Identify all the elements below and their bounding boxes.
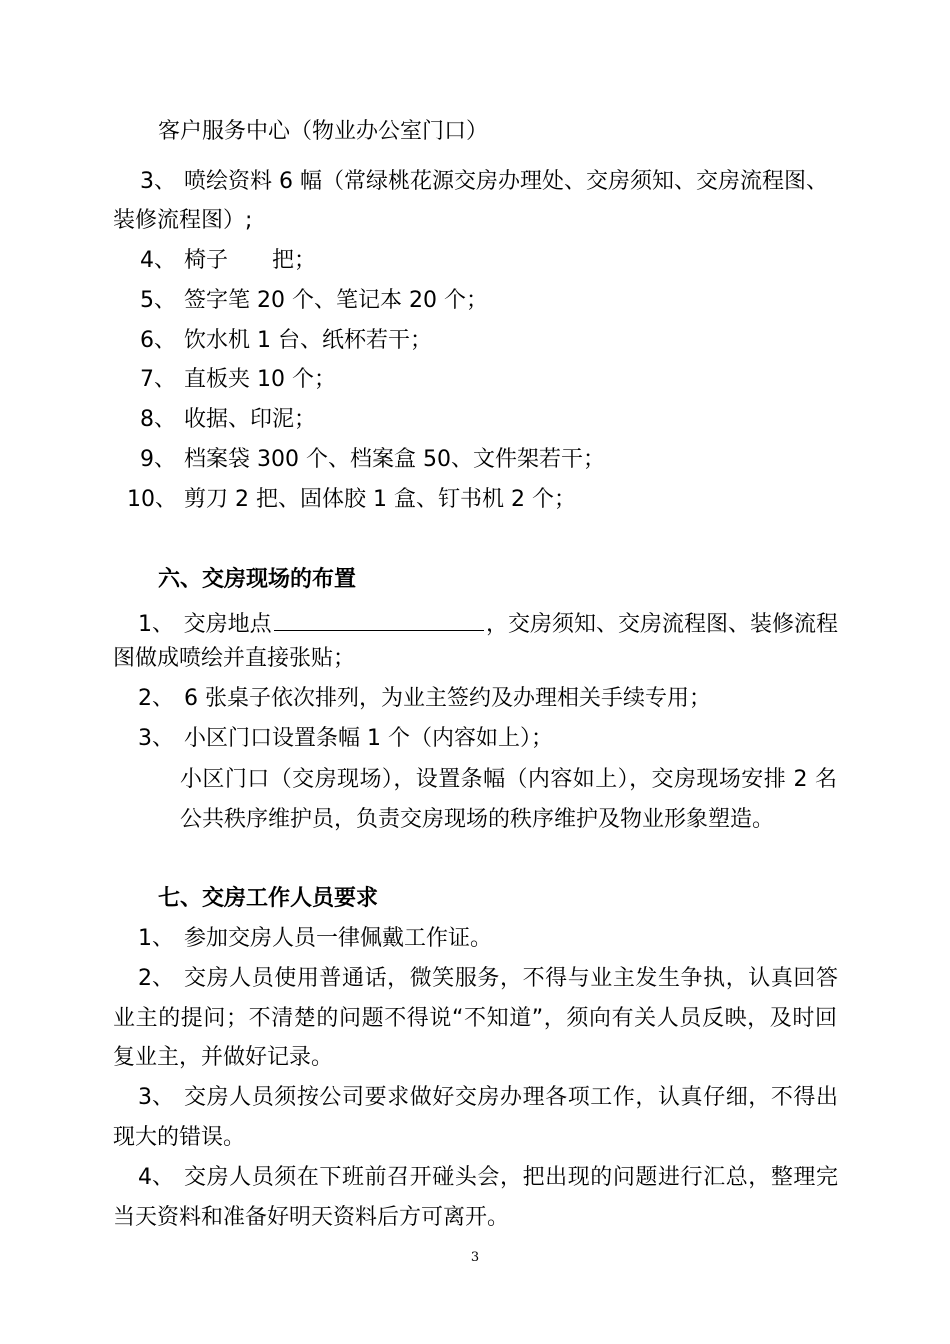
- item-number: 3、: [140, 169, 176, 194]
- list-item: [138, 724, 553, 754]
- item-number: 8、: [140, 407, 176, 432]
- item-text: 交房人员须按公司要求做好交房办理各项工作，认真仔细，不得出: [184, 1085, 838, 1110]
- item-text: 小区门口设置条幅 1 个（内容如上）；: [184, 726, 553, 751]
- item-continuation: 装修流程图）;: [113, 208, 253, 233]
- list-item: [140, 365, 336, 395]
- item-continuation: [113, 1004, 837, 1034]
- list-item: [140, 286, 488, 316]
- item-number: 2、: [138, 966, 174, 991]
- item-text: 签字笔 20 个、笔记本 20 个；: [184, 288, 488, 313]
- note-text: 小区门口（交房现场），设置条幅（内容如上），交房现场安排 2 名: [180, 767, 837, 792]
- intro-line: 客户服务中心（物业办公室门口）: [158, 119, 489, 144]
- item-text: 业主的提问；不清楚的问题不得说“不知道”，须向有关人员反映，及时回: [113, 1006, 837, 1031]
- item-number: 4、: [140, 248, 176, 273]
- list-item: [138, 1163, 838, 1193]
- item-number: 3、: [138, 1085, 174, 1110]
- item-number: 5、: [140, 288, 176, 313]
- item-text: 椅子 把；: [184, 248, 317, 273]
- item-text: 6 张桌子依次排列，为业主签约及办理相关手续专用；: [184, 686, 711, 711]
- item-number: 2、: [138, 686, 174, 711]
- page-number: 3: [470, 1250, 480, 1265]
- item-number: 3、: [138, 726, 174, 751]
- item-text: 档案袋 300 个、档案盒 50、文件架若干；: [184, 447, 605, 472]
- list-item: [140, 326, 432, 356]
- section-heading: 六、交房现场的布置: [158, 567, 357, 592]
- item-text: 参加交房人员一律佩戴工作证。: [184, 926, 493, 951]
- note-line: 公共秩序维护员，负责交房现场的秩序维护及物业形象塑造。: [180, 807, 775, 832]
- section-heading: 七、交房工作人员要求: [158, 886, 379, 911]
- list-item: [140, 246, 316, 276]
- list-item: [140, 445, 605, 475]
- item-number: 1、: [138, 926, 174, 951]
- item-text: ，交房须知、交房流程图、装修流程: [485, 612, 838, 637]
- list-item: [138, 684, 711, 714]
- item-number: 7、: [140, 367, 176, 392]
- list-item: [138, 964, 838, 994]
- item-text: 交房人员须在下班前召开碰头会，把出现的问题进行汇总，整理完: [184, 1165, 838, 1190]
- list-item: [138, 604, 838, 640]
- item-number: 1、: [138, 612, 174, 637]
- list-item: [138, 1083, 838, 1113]
- item-number: 4、: [138, 1165, 174, 1190]
- item-number: 9、: [140, 447, 176, 472]
- item-text: 交房地点: [183, 612, 272, 637]
- item-text: 饮水机 1 台、纸杯若干；: [184, 328, 432, 353]
- list-item: [127, 485, 576, 515]
- item-continuation: 图做成喷绘并直接张贴；: [113, 646, 356, 671]
- item-text: 收据、印泥；: [184, 407, 317, 432]
- item-continuation: 复业主，并做好记录。: [113, 1045, 334, 1070]
- note-line: [180, 765, 837, 795]
- list-item: [140, 405, 316, 435]
- location-blank-line: [274, 604, 484, 631]
- item-text: 直板夹 10 个；: [184, 367, 336, 392]
- list-item: [140, 167, 828, 197]
- item-text: 喷绘资料 6 幅（常绿桃花源交房办理处、交房须知、交房流程图、: [184, 169, 828, 194]
- item-number: 6、: [140, 328, 176, 353]
- item-text: 剪刀 2 把、固体胶 1 盒、钉书机 2 个；: [184, 487, 576, 512]
- item-continuation: 现大的错误。: [113, 1125, 246, 1150]
- list-item: [138, 924, 492, 954]
- item-number: 10、: [127, 487, 177, 512]
- item-text: 交房人员使用普通话，微笑服务，不得与业主发生争执，认真回答: [184, 966, 838, 991]
- item-continuation: 当天资料和准备好明天资料后方可离开。: [113, 1205, 510, 1230]
